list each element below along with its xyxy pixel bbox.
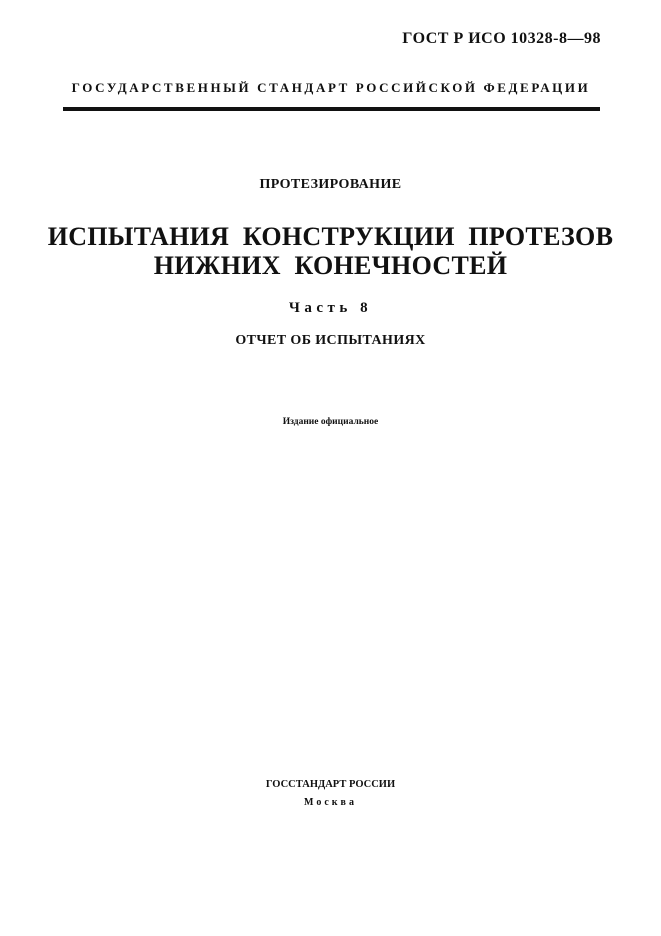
main-title-line-1: ИСПЫТАНИЯ КОНСТРУКЦИИ ПРОТЕЗОВ <box>47 222 614 251</box>
state-standard-heading: ГОСУДАРСТВЕННЫЙ СТАНДАРТ РОССИЙСКОЙ ФЕДЕРАЦИИ <box>71 80 591 95</box>
publisher: ГОССТАНДАРТ РОССИИ <box>265 779 396 790</box>
main-title <box>0 222 661 280</box>
part-number: Часть 8 <box>288 300 373 316</box>
main-title-line-2: НИЖНИХ КОНЕЧНОСТЕЙ <box>153 251 508 280</box>
publication-city: Москва <box>304 797 357 808</box>
part-title: ОТЧЕТ ОБ ИСПЫТАНИЯХ <box>235 333 426 348</box>
edition-note: Издание официальное <box>282 417 379 427</box>
document-code: ГОСТ Р ИСО 10328-8—98 <box>402 30 601 47</box>
subject-heading: ПРОТЕЗИРОВАНИЕ <box>259 177 402 192</box>
header-divider <box>63 107 600 111</box>
